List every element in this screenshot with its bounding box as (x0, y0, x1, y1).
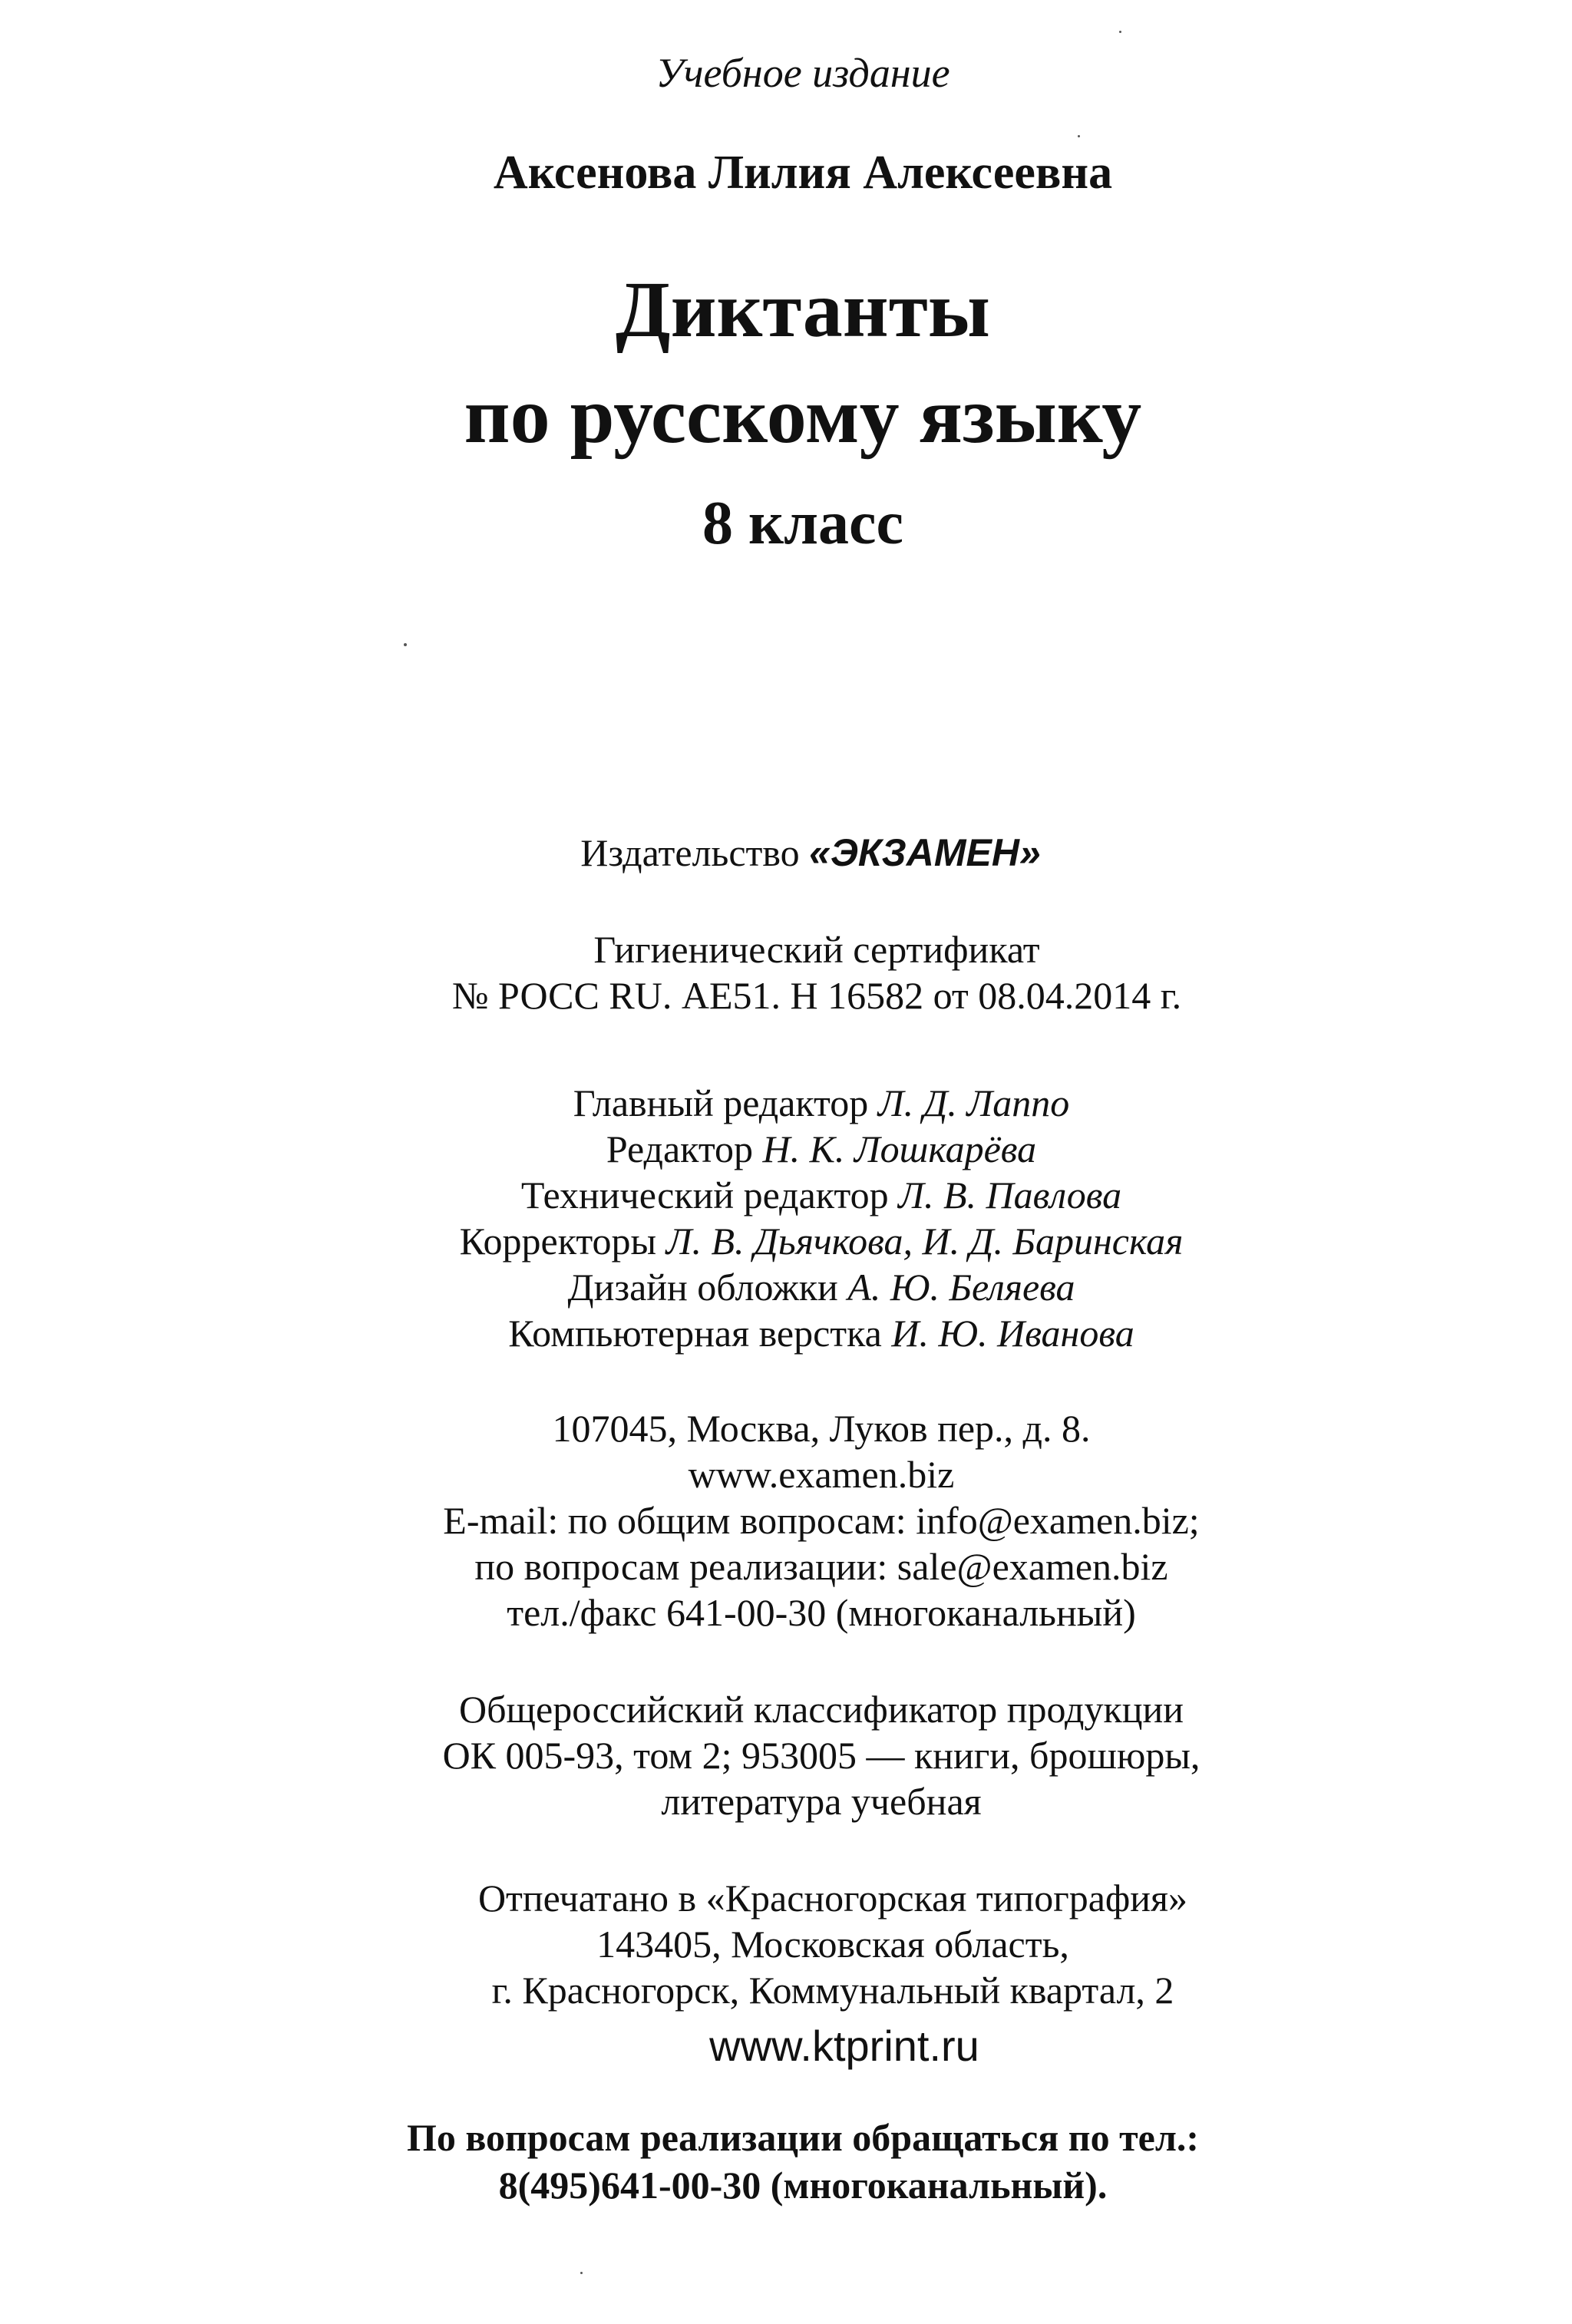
publisher-name: «ЭКЗАМЕН» (809, 831, 1041, 874)
book-grade: 8 класс (702, 490, 903, 557)
printing-line-1: Отпечатано в «Красногорская типография» (477, 1877, 1188, 1920)
staff-role: Корректоры (459, 1220, 666, 1263)
staff-role: Дизайн обложки (567, 1266, 848, 1309)
staff-name: Л. В. Павлова (898, 1174, 1122, 1216)
classifier-line-2: ОК 005-93, том 2; 953005 — книги, брошюры, (442, 1734, 1200, 1777)
email-sales: по вопросам реализации: sale@examen.biz (474, 1545, 1168, 1588)
staff-role: Технический редактор (520, 1174, 899, 1216)
staff-line-chief-editor (573, 1081, 1070, 1124)
book-title-line-1: Диктанты (616, 266, 990, 354)
staff-name: И. Ю. Иванова (891, 1312, 1134, 1355)
certificate-line-1: Гигиенический сертификат (593, 928, 1040, 971)
address-line-1: 107045, Москва, Луков пер., д. 8. (552, 1407, 1091, 1450)
staff-line-cover-design (567, 1266, 1075, 1309)
staff-line-editor (606, 1127, 1037, 1170)
phone-fax: тел./факс 641-00-30 (многоканальный) (507, 1591, 1136, 1634)
certificate-line-2: № РОСС RU. АЕ51. Н 16582 от 08.04.2014 г. (451, 974, 1182, 1017)
scan-speck (1119, 31, 1121, 33)
edition-type: Учебное издание (656, 50, 950, 96)
staff-name: Н. К. Лошкарёва (762, 1127, 1037, 1170)
classifier-line-1: Общероссийский классификатор продукции (458, 1688, 1184, 1731)
publisher-website: www.examen.biz (688, 1453, 955, 1496)
printing-website: www.ktprint.ru (709, 2022, 979, 2070)
printing-line-2: 143405, Московская область, (596, 1923, 1069, 1966)
email-general: E-mail: по общим вопросам: info@examen.biz; (443, 1499, 1200, 1542)
scan-speck (580, 2272, 583, 2274)
scan-speck (1078, 135, 1080, 137)
sales-contact-line-2: 8(495)641-00-30 (многоканальный). (498, 2164, 1108, 2207)
staff-role: Главный редактор (573, 1081, 878, 1124)
staff-name: А. Ю. Беляева (847, 1266, 1075, 1309)
author-name: Аксенова Лилия Алексеевна (493, 147, 1113, 199)
publisher-prefix: Издательство (580, 831, 810, 874)
staff-line-technical-editor (521, 1176, 1121, 1214)
publisher-line (580, 831, 1041, 874)
staff-name: Л. Д. Лаппо (877, 1081, 1070, 1124)
classifier-line-3: литература учебная (661, 1780, 982, 1823)
staff-name: Л. В. Дьячкова, И. Д. Баринская (665, 1220, 1184, 1263)
book-title-line-2: по русскому языку (464, 371, 1142, 460)
scan-speck (404, 643, 407, 646)
staff-role: Компьютерная верстка (508, 1312, 892, 1355)
staff-line-layout (508, 1312, 1134, 1355)
sales-contact-line-1: По вопросам реализации обращаться по тел.: (406, 2116, 1200, 2159)
staff-role: Редактор (606, 1127, 763, 1170)
staff-line-proofreaders (459, 1220, 1184, 1263)
printing-line-3: г. Красногорск, Коммунальный квартал, 2 (491, 1969, 1174, 2012)
